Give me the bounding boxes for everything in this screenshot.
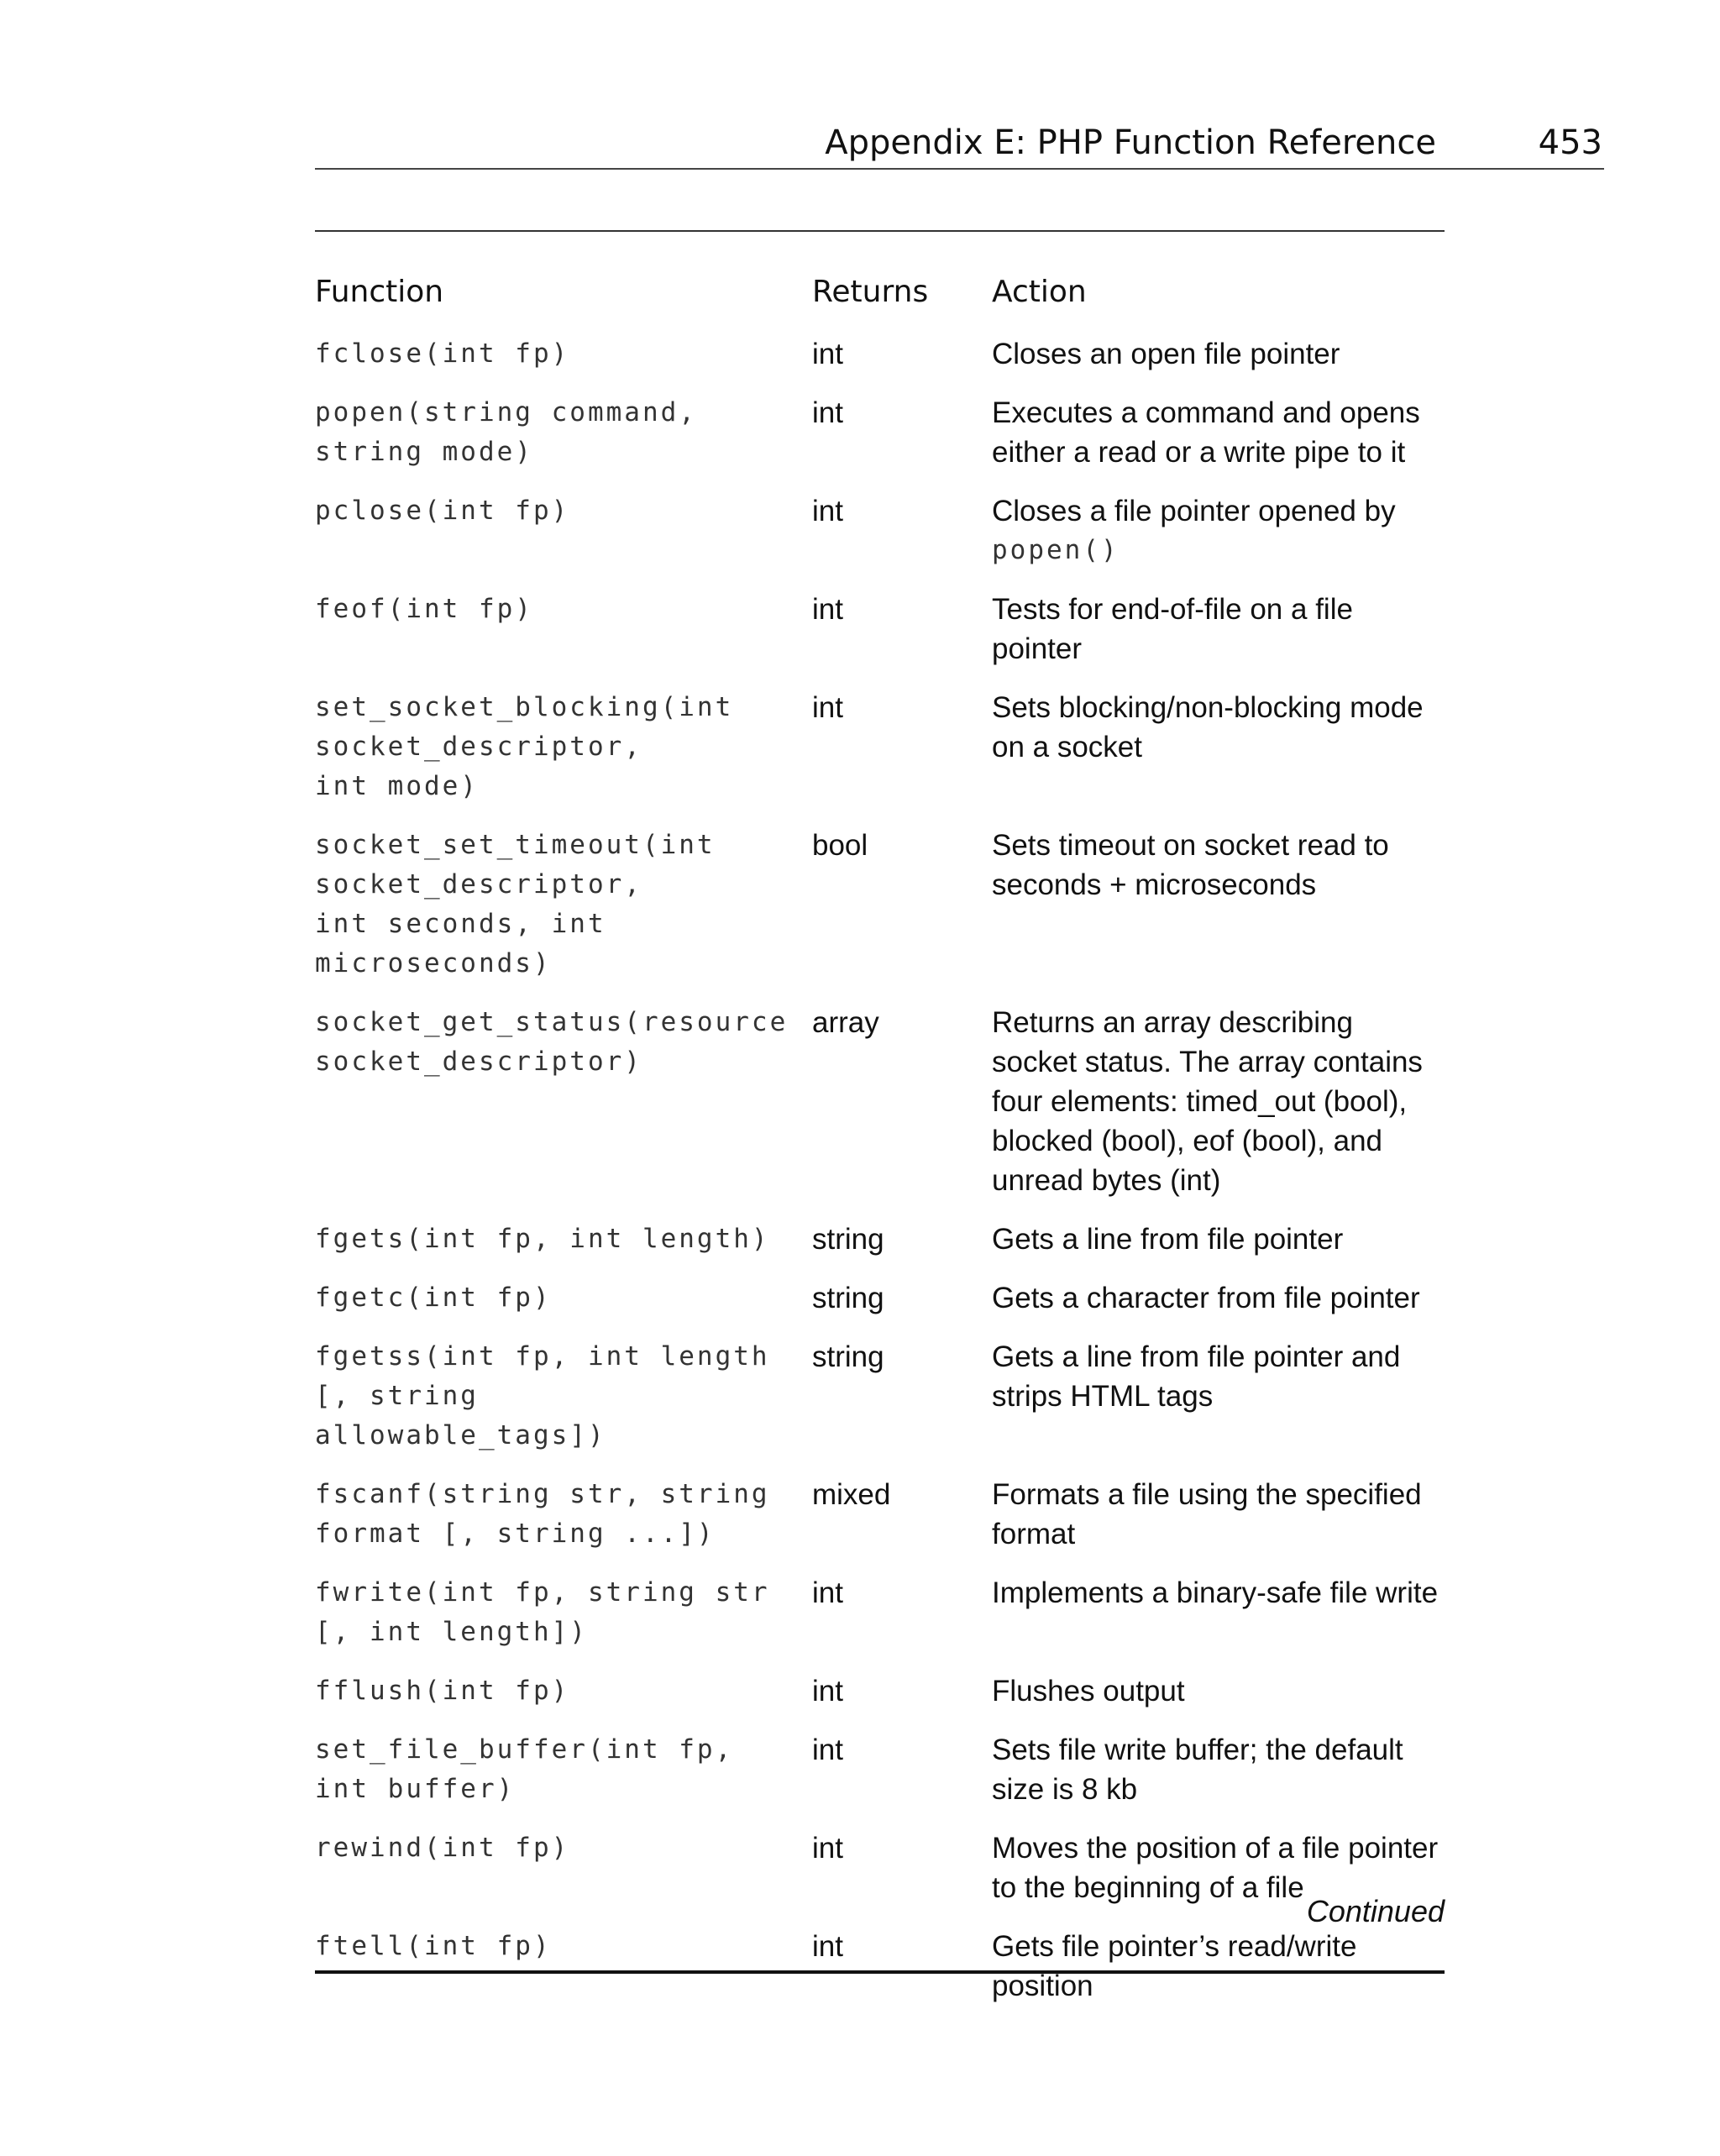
table-row	[315, 1671, 1445, 1711]
function-signature: fgetc(int fp)	[315, 1283, 552, 1313]
action-text: Moves the position of a file pointer to the beginning of a file	[992, 1832, 1439, 1904]
action-description	[992, 826, 1445, 905]
action-text: Sets blocking/non-blocking mode on a socket	[992, 691, 1424, 763]
action-description	[992, 1003, 1445, 1200]
return-type: int	[812, 1675, 843, 1707]
function-signature: ftell(int fp)	[315, 1931, 552, 1961]
action-text: Executes a command and opens either a read or a write pipe to it	[992, 396, 1420, 469]
action-code: popen()	[992, 535, 1120, 565]
return-type: string	[812, 1282, 884, 1314]
return-type: int	[812, 691, 843, 724]
action-text: Tests for end-of-file on a file pointer	[992, 593, 1353, 665]
return-type: int	[812, 338, 843, 370]
table-row	[315, 590, 1445, 669]
action-description	[992, 1337, 1445, 1416]
return-type: string	[812, 1223, 884, 1256]
table-row	[315, 1475, 1445, 1554]
action-description	[992, 590, 1445, 669]
action-description	[992, 1573, 1445, 1613]
column-header-function: Function	[315, 275, 444, 309]
function-table	[315, 230, 1445, 2025]
function-signature: fwrite(int fp, string str [, int length])	[315, 1577, 770, 1647]
continued-label: Continued	[1306, 1894, 1445, 1928]
return-type: int	[812, 1734, 843, 1766]
return-type: array	[812, 1006, 879, 1039]
table-row	[315, 688, 1445, 806]
action-text: Gets a line from file pointer and strips HTML tags	[992, 1340, 1401, 1413]
column-header-returns: Returns	[812, 275, 929, 309]
action-text: Closes a file pointer opened by	[992, 495, 1396, 527]
return-type: int	[812, 1576, 843, 1609]
table-row	[315, 334, 1445, 374]
action-description	[992, 1475, 1445, 1554]
function-signature: socket_set_timeout(int socket_descriptor, int seconds, int microseconds)	[315, 830, 716, 978]
action-text: Closes an open file pointer	[992, 338, 1340, 370]
action-text: Returns an array describing socket status. The array contains four elements: timed_out (bool), blocked (bool), eof (bool), and unread bytes (int)	[992, 1006, 1423, 1197]
function-signature: socket_get_status(resource socket_descriptor)	[315, 1007, 789, 1077]
function-signature: fscanf(string str, string format [, string ...])	[315, 1479, 770, 1549]
table-header	[315, 267, 1445, 317]
function-signature: fflush(int fp)	[315, 1676, 570, 1706]
return-type: int	[812, 1930, 843, 1963]
action-description	[992, 688, 1445, 767]
function-signature: fgets(int fp, int length)	[315, 1224, 770, 1254]
action-text: Formats a file using the specified format	[992, 1478, 1422, 1550]
chapter-title: Appendix E: PHP Function Reference	[825, 123, 1436, 162]
return-type: int	[812, 495, 843, 527]
action-description	[992, 1278, 1445, 1318]
return-type: string	[812, 1340, 884, 1373]
table-row	[315, 1927, 1445, 2006]
table-row	[315, 1220, 1445, 1259]
return-type: bool	[812, 829, 868, 862]
function-signature: fclose(int fp)	[315, 338, 570, 369]
function-signature: set_file_buffer(int fp, int buffer)	[315, 1734, 734, 1804]
table-row	[315, 1278, 1445, 1318]
table-row	[315, 826, 1445, 984]
function-signature: fgetss(int fp, int length [, string allowable_tags])	[315, 1341, 770, 1450]
action-text: Sets timeout on socket read to seconds + microseconds	[992, 829, 1389, 901]
function-signature: set_socket_blocking(int socket_descriptor, int mode)	[315, 692, 734, 801]
action-text: Gets a line from file pointer	[992, 1223, 1344, 1256]
action-text: Sets file write buffer; the default size is 8 kb	[992, 1734, 1403, 1806]
action-description	[992, 393, 1445, 472]
action-description	[992, 334, 1445, 374]
return-type: mixed	[812, 1478, 891, 1511]
page-number: 453	[1538, 123, 1602, 162]
column-header-action: Action	[992, 275, 1087, 309]
function-signature: pclose(int fp)	[315, 496, 570, 526]
action-description	[992, 1730, 1445, 1809]
action-description	[992, 491, 1445, 570]
table-row	[315, 393, 1445, 472]
function-signature: popen(string command, string mode)	[315, 397, 697, 467]
action-text: Gets file pointer’s read/write position	[992, 1930, 1357, 2002]
action-description	[992, 1671, 1445, 1711]
return-type: int	[812, 593, 843, 626]
table-row	[315, 1573, 1445, 1652]
table-row	[315, 1003, 1445, 1200]
table-bottom-rule	[315, 1970, 1445, 1974]
action-text: Gets a character from file pointer	[992, 1282, 1420, 1314]
action-description	[992, 1927, 1445, 2006]
action-description	[992, 1220, 1445, 1259]
function-signature: feof(int fp)	[315, 594, 533, 624]
table-top-rule	[315, 230, 1445, 232]
action-text: Implements a binary-safe file write	[992, 1576, 1439, 1609]
running-header	[315, 118, 1604, 170]
action-text: Flushes output	[992, 1675, 1185, 1707]
function-signature: rewind(int fp)	[315, 1833, 570, 1863]
table-row	[315, 1730, 1445, 1809]
return-type: int	[812, 396, 843, 429]
table-row	[315, 491, 1445, 570]
return-type: int	[812, 1832, 843, 1865]
table-body	[315, 334, 1445, 2006]
table-row	[315, 1337, 1445, 1456]
